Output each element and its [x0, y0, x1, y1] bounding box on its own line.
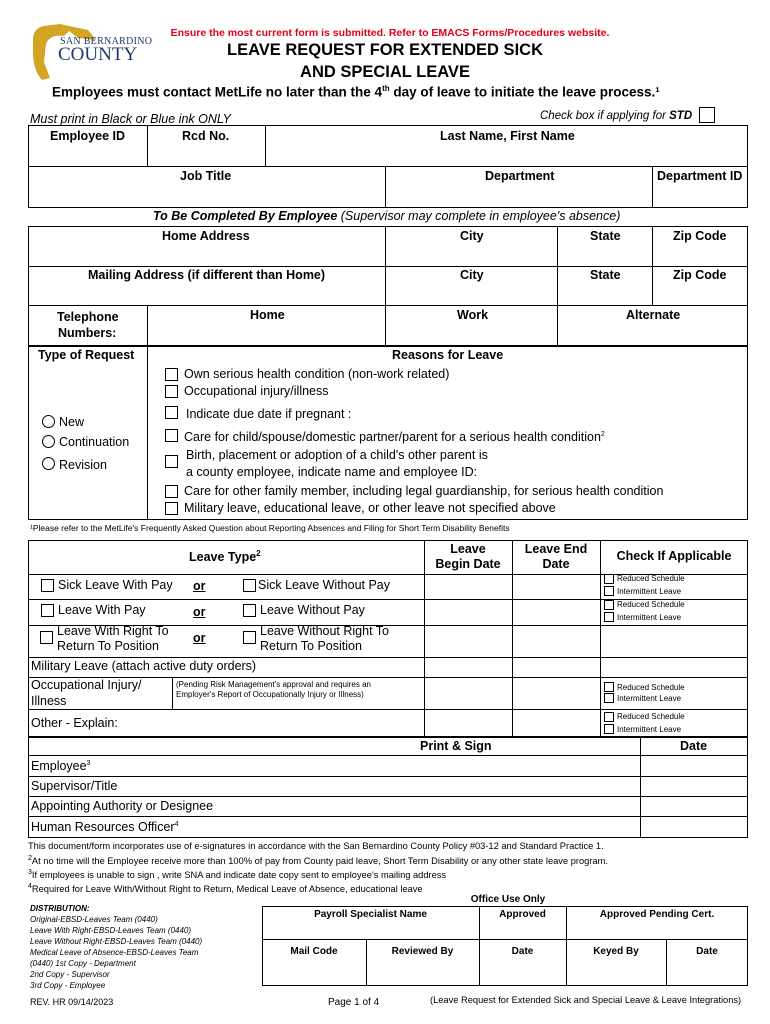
address-table — [28, 226, 748, 346]
sick-with-pay-checkbox[interactable] — [41, 579, 54, 592]
distribution-line: 3rd Copy - Employee — [30, 981, 106, 990]
ink-note: Must print in Black or Blue ink ONLY — [30, 112, 232, 126]
mailing-address-label: Mailing Address (if different than Home) — [88, 268, 326, 282]
leave-with-rtr-line1: Leave With Right To — [57, 624, 169, 638]
military-leave-label: Military Leave (attach active duty orders) — [31, 659, 257, 673]
leave-with-rtr-line2: Return To Position — [57, 639, 159, 653]
divider — [28, 709, 748, 710]
form-title-line1: LEAVE REQUEST FOR EXTENDED SICK — [227, 41, 543, 59]
or-label: or — [193, 631, 206, 645]
office-use-title: Office Use Only — [470, 894, 546, 905]
reduced-schedule-checkbox[interactable] — [604, 600, 614, 610]
name-label: Last Name, First Name — [440, 129, 575, 143]
zip-label: Zip Code — [673, 229, 727, 243]
divider — [262, 939, 748, 940]
or-label: or — [193, 605, 206, 619]
leave-without-pay-label: Leave Without Pay — [260, 603, 365, 617]
keyed-by-label: Keyed By — [593, 946, 639, 957]
divider — [147, 305, 148, 346]
employee-signature-label: Employee$^3$ — [31, 759, 91, 773]
leave-without-pay-checkbox[interactable] — [243, 604, 256, 617]
begin-date-header-1: Leave — [450, 542, 486, 556]
intermittent-leave-label: Intermittent Leave — [617, 725, 682, 734]
other-explain-label: Other - Explain: — [31, 716, 118, 730]
begin-date-header-2: Begin Date — [435, 557, 501, 571]
reduced-schedule-checkbox[interactable] — [604, 682, 614, 692]
divider — [147, 125, 148, 166]
intermittent-leave-checkbox[interactable] — [604, 724, 614, 734]
department-label: Department — [485, 169, 555, 183]
form-title-line2: AND SPECIAL LEAVE — [300, 63, 470, 81]
occupational-note-line2: Employer's Report of Occupationally Injury or Illness) — [176, 690, 364, 699]
divider — [28, 305, 748, 306]
reviewed-by-label: Reviewed By — [391, 946, 454, 957]
reason-own-health-label: Own serious health condition (non-work related) — [184, 367, 450, 381]
intermittent-leave-checkbox[interactable] — [604, 586, 614, 596]
city-label: City — [460, 268, 484, 282]
reasons-label: Reasons for Leave — [392, 348, 504, 362]
divider — [265, 125, 266, 166]
intermittent-leave-label: Intermittent Leave — [617, 613, 682, 622]
intermittent-leave-label: Intermittent Leave — [617, 694, 682, 703]
esignature-note: This document/form incorporates use of e-signatures in accordance with the San Bernardino County Policy #03-12 and Standard Practice 1. — [28, 841, 604, 851]
reason-military-label: Military leave, educational leave, or other leave not specified above — [184, 501, 556, 515]
reduced-schedule-checkbox[interactable] — [604, 712, 614, 722]
leave-without-rtr-line2: Return To Position — [260, 639, 362, 653]
appointing-authority-label: Appointing Authority or Designee — [31, 799, 214, 813]
reason-birth-adoption-checkbox[interactable] — [165, 455, 178, 468]
reason-birth-line1: Birth, placement or adoption of a child's other parent is — [186, 448, 488, 462]
divider — [385, 305, 386, 346]
sick-with-pay-label: Sick Leave With Pay — [58, 578, 173, 592]
zip-label: Zip Code — [673, 268, 727, 282]
distribution-line: Medical Leave of Absence-EBSD-Leaves Team — [30, 948, 199, 957]
county-logo — [30, 22, 153, 84]
occupational-line2: Illness — [31, 694, 67, 708]
date-header: Date — [680, 739, 708, 753]
occupational-note-line1: (Pending Risk Management's approval and requires an — [176, 680, 371, 689]
leave-type-header: Leave Type$^2$ — [189, 549, 261, 565]
reason-other-family-checkbox[interactable] — [165, 485, 178, 498]
reason-occupational-label: Occupational injury/illness — [184, 384, 329, 398]
department-id-label: Department ID — [657, 169, 743, 183]
intermittent-leave-label: Intermittent Leave — [617, 587, 682, 596]
intermittent-leave-checkbox[interactable] — [604, 612, 614, 622]
request-revision-radio[interactable] — [42, 457, 55, 470]
sick-without-pay-label: Sick Leave Without Pay — [258, 578, 391, 592]
divider — [385, 226, 386, 306]
end-date-header-1: Leave End — [524, 542, 588, 556]
reason-birth-line2: a county employee, indicate name and employee ID: — [186, 465, 478, 479]
divider — [385, 166, 386, 208]
distribution-title: DISTRIBUTION: — [30, 904, 90, 913]
divider — [28, 266, 748, 267]
alternate-phone-label: Alternate — [626, 308, 681, 322]
divider — [600, 540, 601, 737]
state-label: State — [590, 229, 621, 243]
rcd-no-label: Rcd No. — [182, 129, 230, 143]
distribution-line: (0440) 1st Copy - Department — [30, 959, 136, 968]
reduced-schedule-checkbox[interactable] — [604, 574, 614, 584]
office-date-label: Date — [696, 946, 718, 957]
form-name-footer: (Leave Request for Extended Sick and Special Leave & Leave Integrations) — [430, 995, 742, 1005]
divider — [557, 305, 558, 346]
reason-other-family-label: Care for other family member, including legal guardianship, for serious health condition — [184, 484, 664, 498]
or-label: or — [193, 579, 206, 593]
print-sign-header: Print & Sign — [420, 739, 492, 753]
employee-section-title: To Be Completed By Employee (Supervisor may complete in employee's absence) — [153, 209, 621, 223]
distribution-line: Leave Without Right-EBSD-Leaves Team (0440) — [30, 937, 203, 946]
std-checkbox[interactable] — [699, 107, 715, 123]
revision-label: REV. HR 09/14/2023 — [30, 997, 114, 1007]
work-phone-label: Work — [457, 308, 489, 322]
divider — [652, 226, 653, 306]
home-address-label: Home Address — [162, 229, 250, 243]
reason-military-checkbox[interactable] — [165, 502, 178, 515]
home-phone-label: Home — [250, 308, 285, 322]
city-label: City — [460, 229, 484, 243]
reason-occupational-checkbox[interactable] — [165, 385, 178, 398]
numbers-label: Numbers: — [58, 326, 117, 340]
sna-note: $^3$If employees is unable to sign , write SNA and indicate date copy sent to employee's mailing address — [28, 869, 447, 881]
supervisor-signature-label: Supervisor/Title — [31, 779, 118, 793]
metlife-footnote: ¹Please refer to the MetLife's Frequently Asked Question about Reporting Absences and Filing for Short Term Disability Benefits — [30, 523, 510, 533]
leave-with-pay-label: Leave With Pay — [58, 603, 146, 617]
divider — [557, 226, 558, 306]
reduced-schedule-label: Reduced Schedule — [617, 574, 685, 583]
mail-code-label: Mail Code — [290, 946, 338, 957]
employee-id-label: Employee ID — [50, 129, 126, 143]
job-title-label: Job Title — [180, 169, 232, 183]
hr-officer-label: Human Resources Officer$^4$ — [31, 820, 179, 834]
request-continuation-label: Continuation — [59, 435, 130, 449]
reason-own-health-checkbox[interactable] — [165, 368, 178, 381]
request-continuation-radio[interactable] — [42, 435, 55, 448]
hr-required-note: $^4$Required for Leave With/Without Right to Return, Medical Leave of Absence, educational leave — [28, 883, 423, 895]
leave-with-rtr-checkbox[interactable] — [40, 631, 53, 644]
reduced-schedule-label: Reduced Schedule — [617, 683, 685, 692]
metlife-contact-notice: Employees must contact MetLife no later than the 4th day of leave to initiate the leave process.¹ — [52, 84, 660, 100]
logo-line1: SAN BERNARDINO — [60, 36, 153, 47]
intermittent-leave-checkbox[interactable] — [604, 693, 614, 703]
reason-care-family-label: Care for child/spouse/domestic partner/parent for a serious health condition$^2$ — [184, 430, 605, 444]
office-date-label: Date — [511, 946, 534, 957]
reason-pregnancy-checkbox[interactable] — [165, 406, 178, 419]
divider — [147, 346, 148, 520]
approved-label: Approved — [499, 909, 546, 920]
current-form-notice: Ensure the most current form is submitted. Refer to EMACS Forms/Procedures website. — [170, 27, 610, 39]
divider — [28, 166, 748, 167]
request-revision-label: Revision — [59, 458, 107, 472]
reduced-schedule-label: Reduced Schedule — [617, 712, 685, 721]
divider — [652, 166, 653, 208]
divider — [172, 677, 173, 709]
divider — [640, 737, 641, 838]
end-date-header-2: Date — [542, 557, 570, 571]
reduced-schedule-label: Reduced Schedule — [617, 600, 685, 609]
occupational-line1: Occupational Injury/ — [31, 678, 142, 692]
leave-without-rtr-checkbox[interactable] — [243, 631, 256, 644]
request-new-label: New — [59, 415, 85, 429]
state-label: State — [590, 268, 621, 282]
std-label: Check box if applying for STD — [540, 110, 693, 122]
reason-care-family-checkbox[interactable] — [165, 429, 178, 442]
distribution-line: 2nd Copy - Supervisor — [30, 970, 110, 979]
leave-without-rtr-line1: Leave Without Right To — [260, 624, 390, 638]
distribution-line: Original-EBSD-Leaves Team (0440) — [30, 915, 158, 924]
approved-pending-label: Approved Pending Cert. — [599, 909, 715, 920]
reason-pregnancy-label: Indicate due date if pregnant : — [186, 407, 352, 421]
check-applicable-header: Check If Applicable — [616, 549, 732, 563]
logo-line2: COUNTY — [58, 44, 138, 65]
page-number: Page 1 of 4 — [328, 997, 380, 1008]
sick-without-pay-checkbox[interactable] — [243, 579, 256, 592]
payroll-specialist-label: Payroll Specialist Name — [314, 909, 427, 920]
telephone-label: Telephone — [57, 310, 119, 324]
pay-limit-note: $^2$At no time will the Employee receive more than 100% of pay from County paid leave, Short Term Disability or any other state leave program. — [28, 855, 608, 867]
request-new-radio[interactable] — [42, 415, 55, 428]
divider — [28, 657, 748, 658]
leave-with-pay-checkbox[interactable] — [41, 604, 54, 617]
distribution-line: Leave With Right-EBSD-Leaves Team (0440) — [30, 926, 192, 935]
type-of-request-label: Type of Request — [38, 348, 135, 362]
